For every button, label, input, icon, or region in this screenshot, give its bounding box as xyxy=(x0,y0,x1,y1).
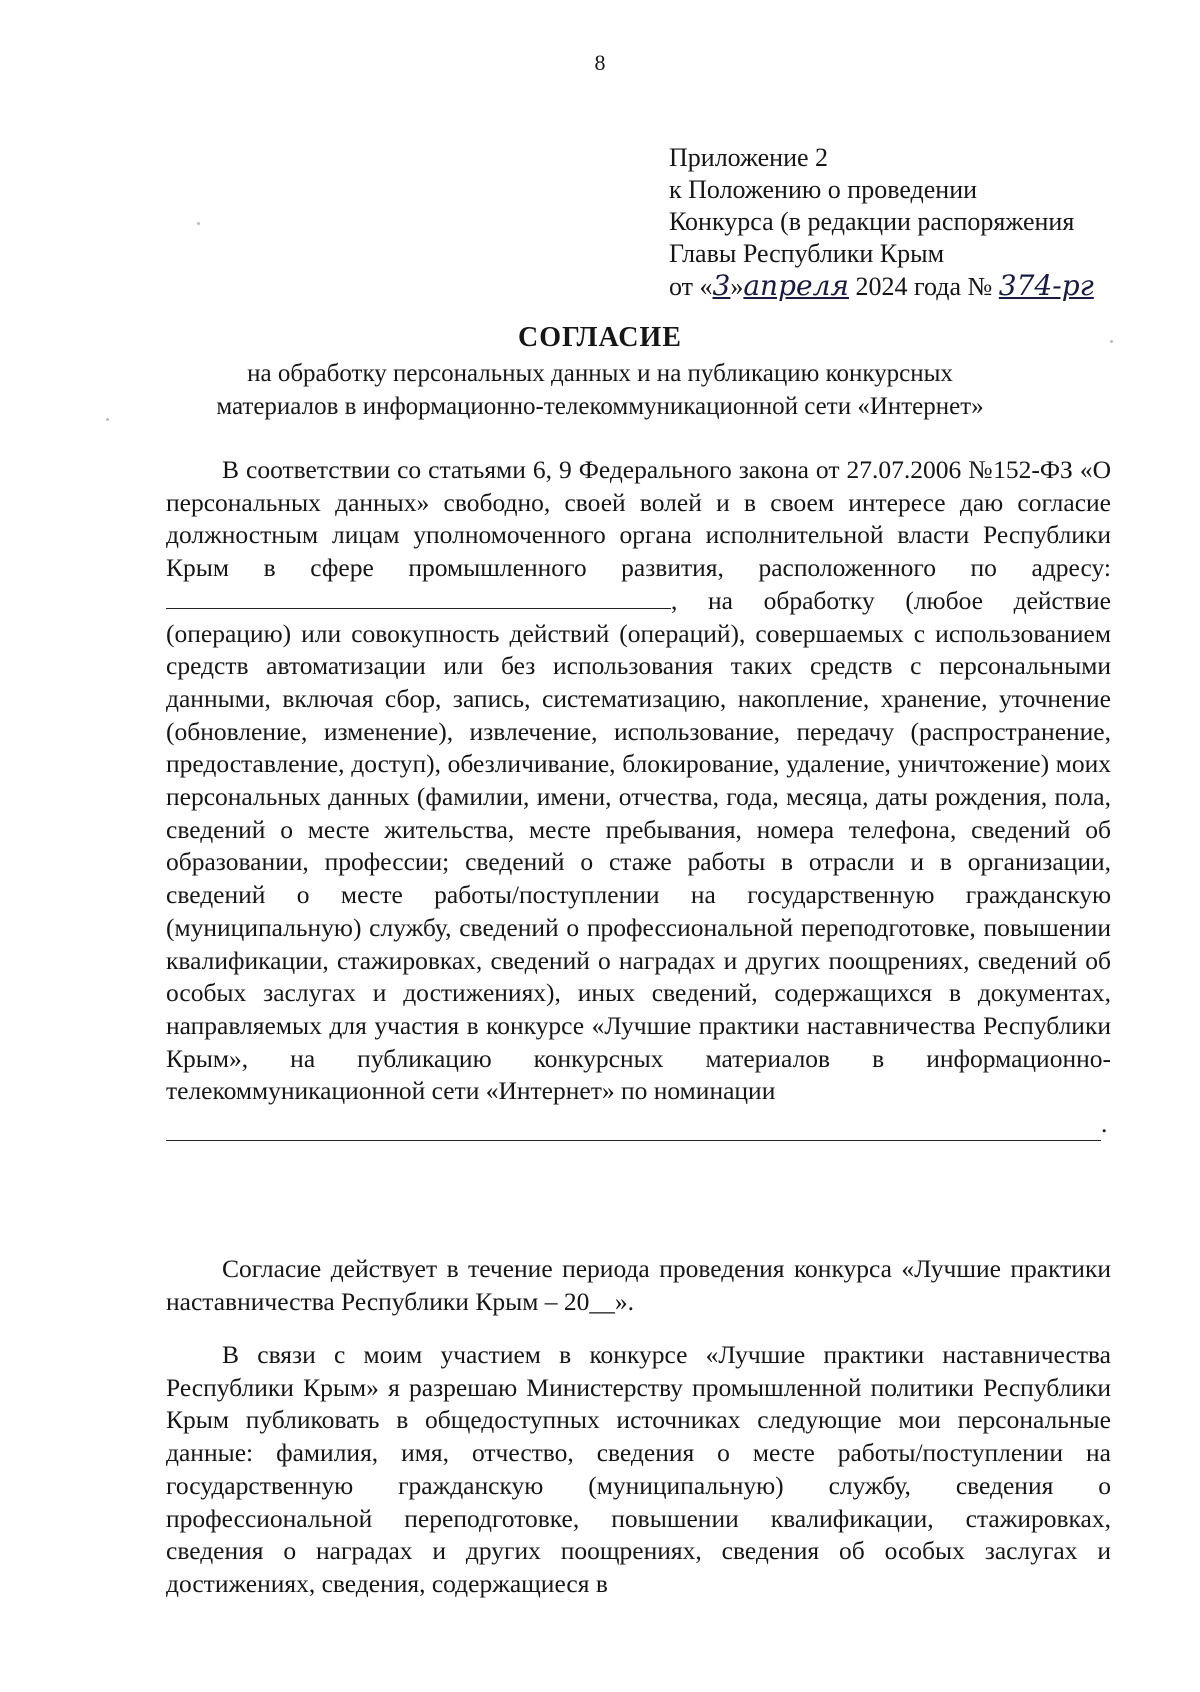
date-mid: » xyxy=(730,272,744,301)
appendix-line-3: Конкурса (в редакции распоряжения xyxy=(669,207,1075,236)
appendix-line-1: Приложение 2 xyxy=(669,143,829,172)
p1-after-blank: , на обработку (любое действие (операцию) или совокупность действий (операций), совершаемых с использованием средств автоматизации или без использования таких средств с персональными данными, включая сбор, запись, систематизацию, накопление, хранение, уточнение (обновление, изменение), извлечение, использование, передачу (распространение, предоставление, доступ), обезличивание, блокирование, удаление, уничтожение) моих персональных данных (фамилии, имени, отчества, года, месяца, даты рождения, пола, сведений о месте жительства, месте пребывания, номера телефона, сведений об образовании, профессии; сведений о стаже работы в отрасли и в организации, сведений о месте работы/поступлении на государственную гражданскую (муниципальную) службу, сведений о профессиональной переподготовке, повышении квалификации, стажировках, сведений о наградах и других поощрениях, сведений об особых заслугах и достижениях), иных сведений, содержащихся в документах, направляемых для участия в конкурсе «Лучшие практики наставничества Республики Крым», на публикацию конкурсных материалов в информационно-телекоммуникационной сети «Интернет» по номинации xyxy=(166,585,1111,1106)
appendix-line-2: к Положению о проведении xyxy=(669,175,978,204)
nomination-line-row xyxy=(166,1108,1111,1141)
document-title: СОГЛАСИЕ xyxy=(518,322,682,353)
handwritten-month: апреля xyxy=(743,269,849,302)
p1-before-blank: В соответствии со статьями 6, 9 Федерального закона от 27.07.2006 №152-ФЗ «О персональных данных» свободно, своей волей и в своем интересе даю согласие должностным лицам уполномоченного органа исполнительной власти Республики Крым в сфере промышленного развития, расположенного по адресу: xyxy=(166,455,1111,583)
document-subtitle xyxy=(160,357,1040,423)
subtitle-line-1: на обработку персональных данных и на публикацию конкурсных xyxy=(247,360,953,387)
address-blank-line xyxy=(166,586,671,609)
paragraph-validity xyxy=(166,1253,1111,1318)
appendix-header xyxy=(669,142,1094,303)
handwritten-day: 3 xyxy=(712,269,731,302)
handwritten-doc-number: 374-рг xyxy=(998,269,1094,302)
scan-speck xyxy=(106,418,109,421)
appendix-date-line xyxy=(669,270,1094,303)
appendix-line-4: Главы Республики Крым xyxy=(669,239,945,268)
nomination-blank-line xyxy=(166,1116,1101,1141)
paragraph-publication xyxy=(166,1339,1111,1601)
nomination-end: . xyxy=(1101,1109,1108,1139)
page-number: 8 xyxy=(594,50,606,75)
paragraph-1 xyxy=(166,454,1111,1108)
paragraph-consent xyxy=(166,454,1111,1141)
subtitle-line-2: материалов в информационно-телекоммуникационной сети «Интернет» xyxy=(216,393,984,420)
date-prefix: от « xyxy=(669,272,713,301)
scan-speck xyxy=(197,222,200,225)
paragraph-2: Согласие действует в течение периода проведения конкурса «Лучшие практики наставничества Республики Крым – 20__». xyxy=(166,1254,1111,1316)
paragraph-3: В связи с моим участием в конкурсе «Лучшие практики наставничества Республики Крым» я разрешаю Министерству промышленной политики Республики Крым публиковать в общедоступных источниках следующие мои персональные данные: фамилия, имя, отчество, сведения о месте работы/поступлении на государственную гражданскую (муниципальную) службу, сведения о профессиональной переподготовке, повышении квалификации, стажировках, сведения о наградах и других поощрениях, сведения об особых заслугах и достижениях, сведения, содержащиеся в xyxy=(166,1340,1111,1598)
date-year: 2024 года № xyxy=(848,272,999,301)
scan-speck xyxy=(1110,340,1113,343)
